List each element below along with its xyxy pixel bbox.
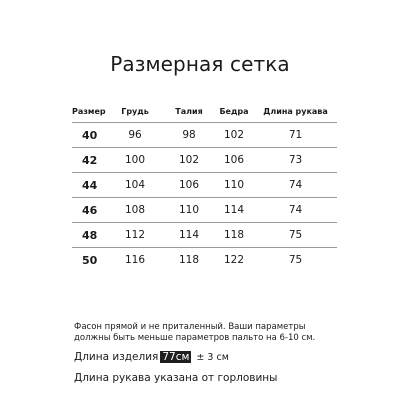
cell-size: 48 xyxy=(82,228,98,242)
cell-hips: 106 xyxy=(223,154,245,166)
size-table xyxy=(72,100,337,272)
cell-waist: 102 xyxy=(178,154,200,166)
cell-waist: 110 xyxy=(178,204,200,216)
header-waist: Талия xyxy=(175,106,203,116)
page-title: Размерная сетка xyxy=(110,52,290,76)
length-tolerance: ± 3 см xyxy=(196,351,229,363)
fit-note-line-2: должны быть меньше параметров пальто на 6-10 см. xyxy=(74,333,316,343)
cell-hips: 122 xyxy=(223,254,245,266)
cell-hips: 118 xyxy=(223,229,245,241)
cell-sleeve-length: 74 xyxy=(288,204,303,216)
cell-chest: 108 xyxy=(124,204,146,216)
table-row xyxy=(72,223,337,248)
cell-waist: 114 xyxy=(178,229,200,241)
header-sleeve-length: Длина рукава xyxy=(263,106,328,116)
cell-hips: 110 xyxy=(223,179,245,191)
cell-chest: 104 xyxy=(124,179,146,191)
cell-sleeve-length: 75 xyxy=(288,254,303,266)
cell-sleeve-length: 71 xyxy=(288,129,303,141)
cell-size: 46 xyxy=(82,203,98,217)
table-row xyxy=(72,173,337,198)
table-row xyxy=(72,123,337,148)
table-row xyxy=(72,248,337,272)
header-hips: Бедра xyxy=(219,106,249,116)
cell-size: 42 xyxy=(82,153,98,167)
cell-chest: 116 xyxy=(124,254,146,266)
length-value-highlight: 77см xyxy=(162,351,190,363)
cell-hips: 102 xyxy=(223,129,245,141)
cell-sleeve-length: 73 xyxy=(288,154,303,166)
table-row xyxy=(72,148,337,173)
cell-sleeve-length: 75 xyxy=(288,229,303,241)
cell-hips: 114 xyxy=(223,204,245,216)
cell-size: 44 xyxy=(82,178,98,192)
header-chest: Грудь xyxy=(121,106,149,116)
cell-chest: 96 xyxy=(128,129,142,141)
cell-chest: 100 xyxy=(124,154,146,166)
sleeve-length-note: Длина рукава указана от горловины xyxy=(74,372,278,384)
cell-waist: 98 xyxy=(182,129,196,141)
cell-size: 50 xyxy=(82,253,98,267)
table-row xyxy=(72,198,337,223)
cell-chest: 112 xyxy=(124,229,146,241)
cell-waist: 118 xyxy=(178,254,200,266)
header-size: Размер xyxy=(72,106,106,116)
table-header-row xyxy=(72,100,337,123)
fit-note-line-1: Фасон прямой и не приталенный. Ваши параметры xyxy=(74,322,306,332)
cell-size: 40 xyxy=(82,128,98,142)
fit-note xyxy=(74,322,344,344)
garment-length xyxy=(74,351,229,363)
cell-waist: 106 xyxy=(178,179,200,191)
length-label: Длина изделия xyxy=(74,351,159,363)
cell-sleeve-length: 74 xyxy=(288,179,303,191)
